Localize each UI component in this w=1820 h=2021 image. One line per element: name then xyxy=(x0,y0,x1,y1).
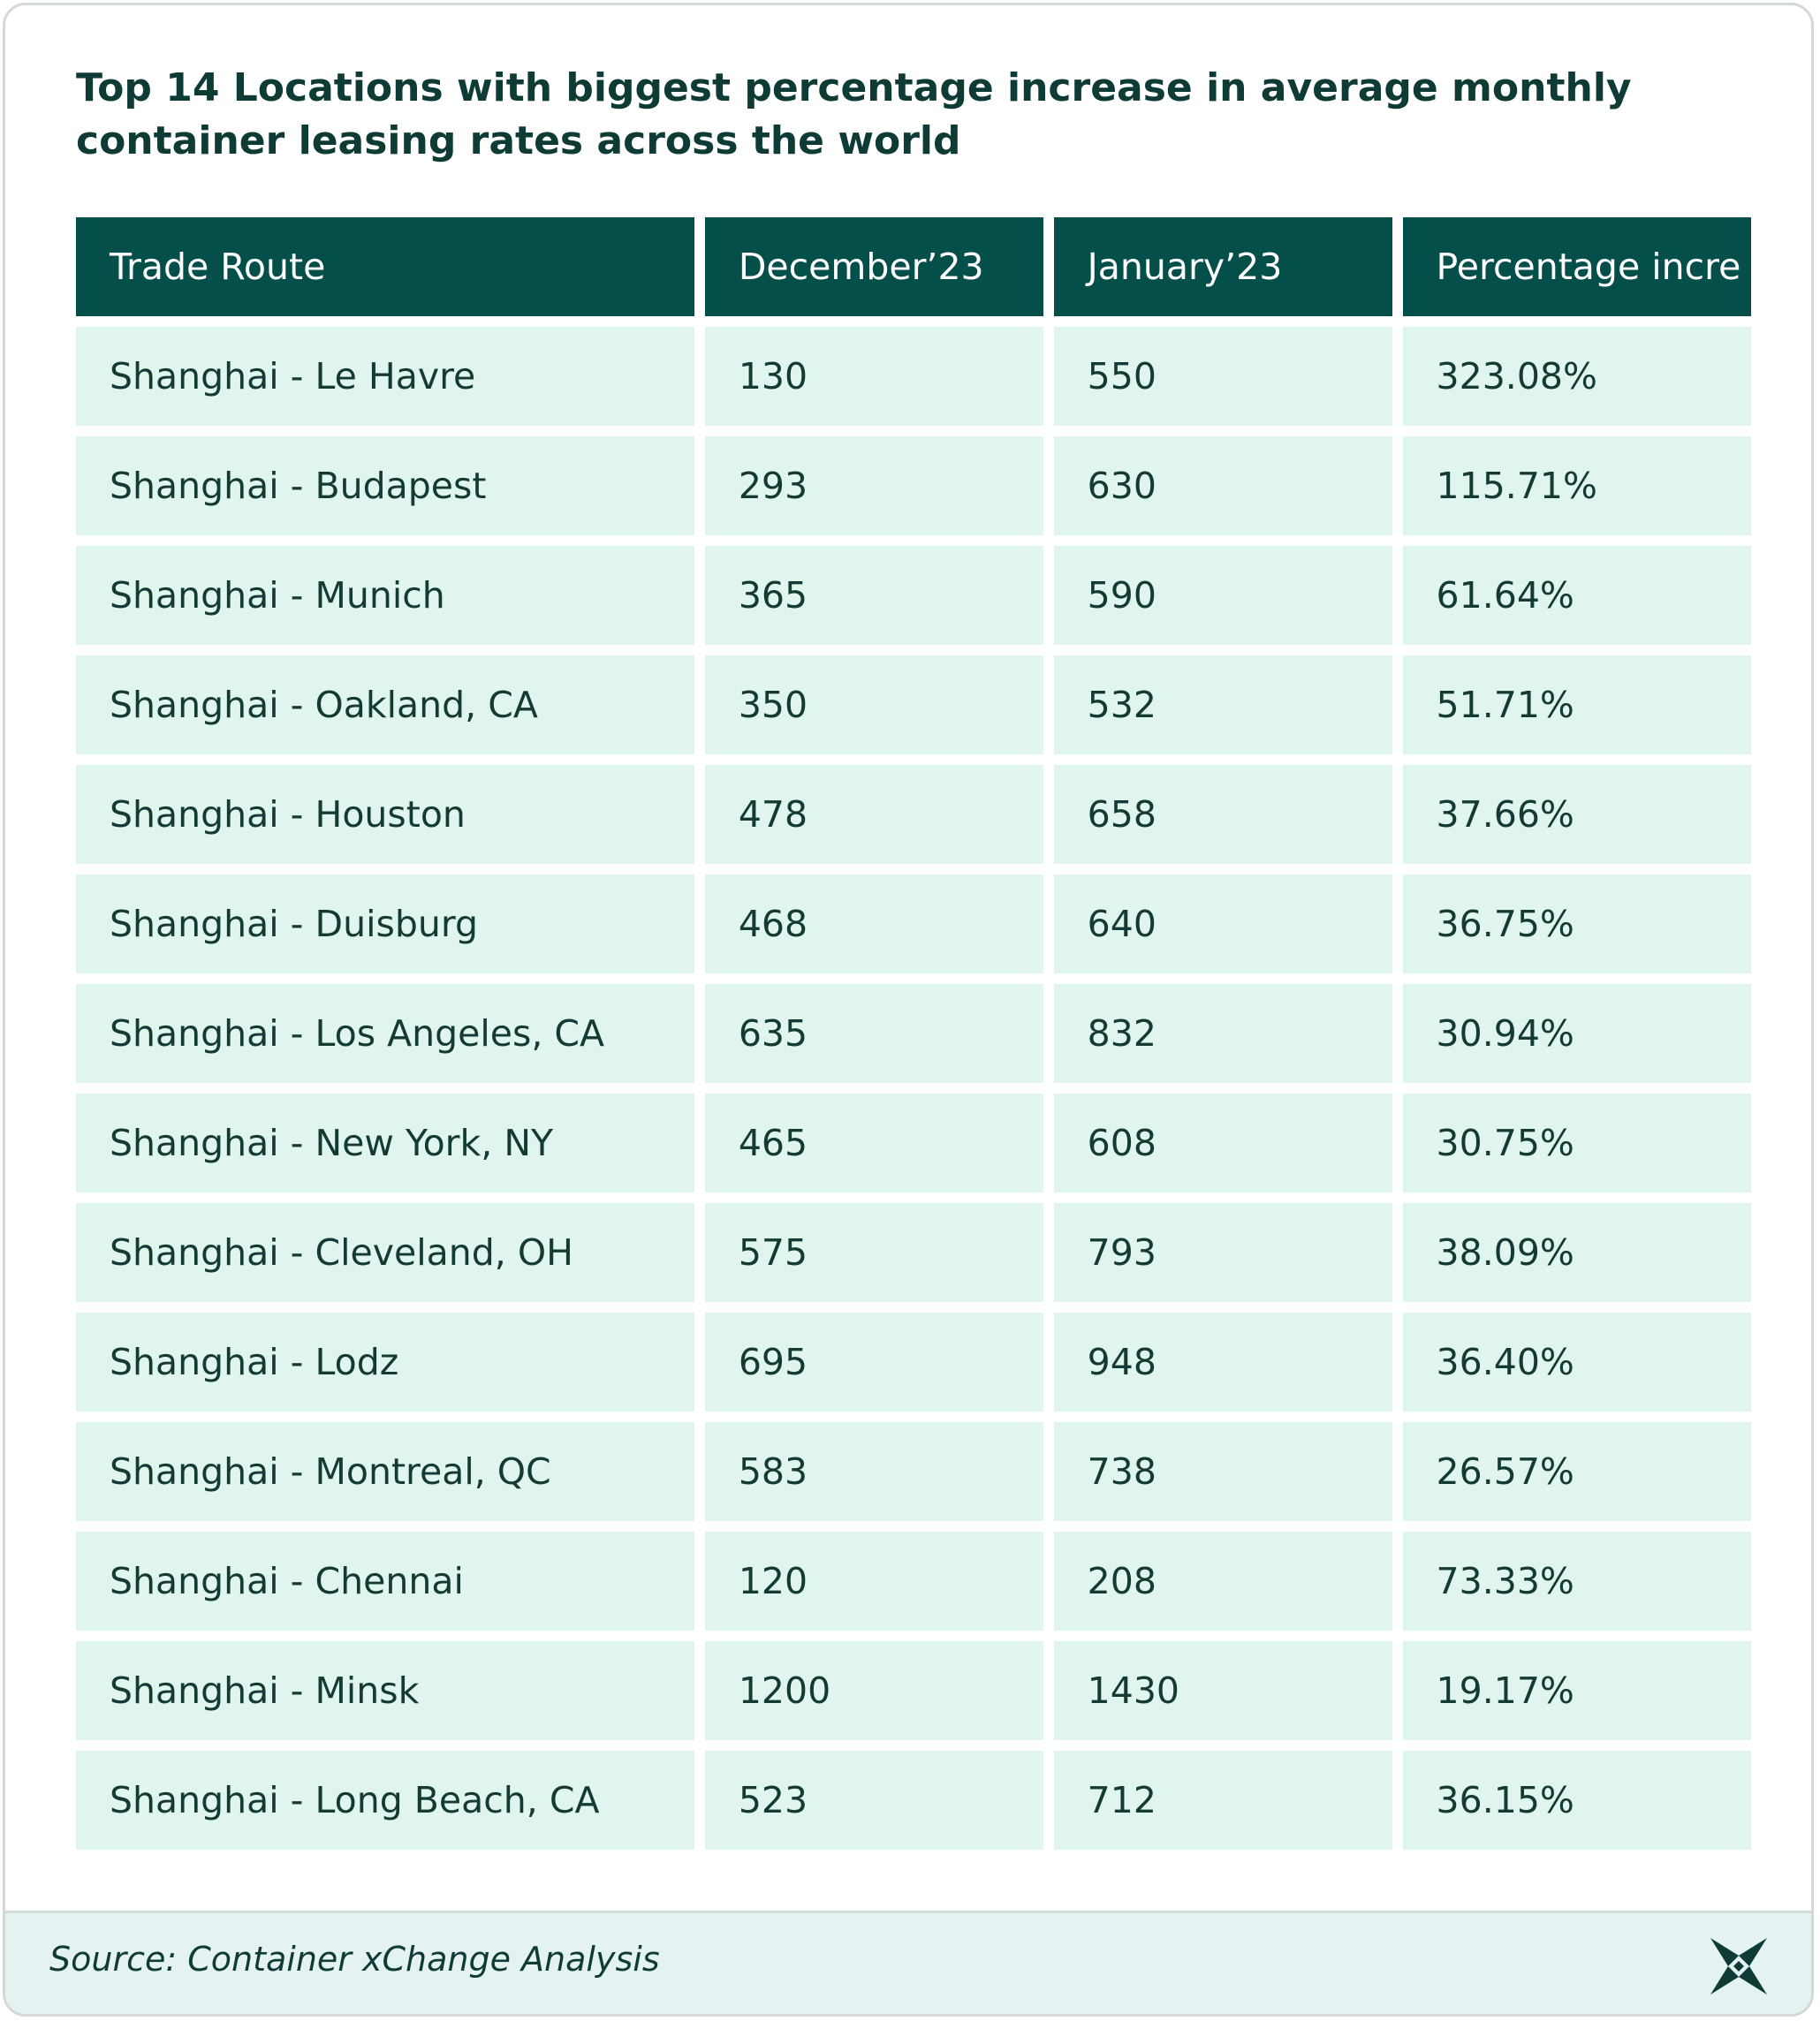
cell-percentage: 61.64% xyxy=(1403,546,1751,645)
cell-percentage: 36.75% xyxy=(1403,874,1751,973)
table-row xyxy=(76,984,1751,1083)
cell-trade-route: Shanghai - New York, NY xyxy=(76,1094,694,1192)
cell-january: 640 xyxy=(1054,874,1392,973)
cell-january: 630 xyxy=(1054,436,1392,535)
header-january: January’23 xyxy=(1054,217,1392,316)
cell-trade-route: Shanghai - Minsk xyxy=(76,1641,694,1740)
cell-december: 350 xyxy=(705,655,1043,754)
table-row xyxy=(76,546,1751,645)
table-row xyxy=(76,1422,1751,1521)
table-row xyxy=(76,1094,1751,1192)
cell-january: 608 xyxy=(1054,1094,1392,1192)
cell-december: 695 xyxy=(705,1313,1043,1412)
table-row xyxy=(76,874,1751,973)
table-row xyxy=(76,655,1751,754)
table-row xyxy=(76,1641,1751,1740)
cell-january: 1430 xyxy=(1054,1641,1392,1740)
header-trade-route: Trade Route xyxy=(76,217,694,316)
page-title: Top 14 Locations with biggest percentage increase in average monthly container leasing rates across the world xyxy=(76,65,1632,163)
cell-trade-route: Shanghai - Munich xyxy=(76,546,694,645)
cell-january: 590 xyxy=(1054,546,1392,645)
footer-bar xyxy=(5,1911,1811,2014)
cell-percentage: 323.08% xyxy=(1403,327,1751,426)
cell-december: 468 xyxy=(705,874,1043,973)
table-row xyxy=(76,765,1751,864)
cell-trade-route: Shanghai - Chennai xyxy=(76,1532,694,1631)
cell-december: 365 xyxy=(705,546,1043,645)
cell-december: 465 xyxy=(705,1094,1043,1192)
cell-trade-route: Shanghai - Le Havre xyxy=(76,327,694,426)
cell-december: 293 xyxy=(705,436,1043,535)
cell-trade-route: Shanghai - Budapest xyxy=(76,436,694,535)
cell-january: 208 xyxy=(1054,1532,1392,1631)
cell-january: 712 xyxy=(1054,1751,1392,1850)
cell-december: 1200 xyxy=(705,1641,1043,1740)
cell-percentage: 37.66% xyxy=(1403,765,1751,864)
cell-trade-route: Shanghai - Montreal, QC xyxy=(76,1422,694,1521)
table-row xyxy=(76,1532,1751,1631)
cell-january: 832 xyxy=(1054,984,1392,1083)
cell-percentage: 38.09% xyxy=(1403,1203,1751,1302)
xchange-logo-icon xyxy=(1707,1934,1771,1998)
cell-january: 793 xyxy=(1054,1203,1392,1302)
source-note: Source: Container xChange Analysis xyxy=(49,1940,660,1979)
infographic-card xyxy=(3,3,1814,2017)
table-row xyxy=(76,327,1751,426)
cell-percentage: 36.40% xyxy=(1403,1313,1751,1412)
cell-december: 130 xyxy=(705,327,1043,426)
cell-december: 523 xyxy=(705,1751,1043,1850)
cell-january: 550 xyxy=(1054,327,1392,426)
table-row xyxy=(76,1751,1751,1850)
cell-january: 532 xyxy=(1054,655,1392,754)
cell-december: 635 xyxy=(705,984,1043,1083)
cell-percentage: 73.33% xyxy=(1403,1532,1751,1631)
cell-percentage: 26.57% xyxy=(1403,1422,1751,1521)
header-december: December’23 xyxy=(705,217,1043,316)
header-percentage-increase: Percentage incre xyxy=(1403,217,1751,316)
cell-trade-route: Shanghai - Los Angeles, CA xyxy=(76,984,694,1083)
cell-percentage: 30.94% xyxy=(1403,984,1751,1083)
cell-percentage: 36.15% xyxy=(1403,1751,1751,1850)
cell-december: 583 xyxy=(705,1422,1043,1521)
cell-percentage: 19.17% xyxy=(1403,1641,1751,1740)
table-row xyxy=(76,1313,1751,1412)
cell-trade-route: Shanghai - Houston xyxy=(76,765,694,864)
cell-percentage: 115.71% xyxy=(1403,436,1751,535)
cell-january: 738 xyxy=(1054,1422,1392,1521)
cell-january: 948 xyxy=(1054,1313,1392,1412)
cell-trade-route: Shanghai - Long Beach, CA xyxy=(76,1751,694,1850)
cell-january: 658 xyxy=(1054,765,1392,864)
cell-trade-route: Shanghai - Cleveland, OH xyxy=(76,1203,694,1302)
cell-trade-route: Shanghai - Lodz xyxy=(76,1313,694,1412)
cell-december: 478 xyxy=(705,765,1043,864)
table-row xyxy=(76,1203,1751,1302)
data-table xyxy=(76,217,1751,1853)
cell-december: 575 xyxy=(705,1203,1043,1302)
cell-trade-route: Shanghai - Duisburg xyxy=(76,874,694,973)
cell-percentage: 51.71% xyxy=(1403,655,1751,754)
cell-percentage: 30.75% xyxy=(1403,1094,1751,1192)
cell-december: 120 xyxy=(705,1532,1043,1631)
cell-trade-route: Shanghai - Oakland, CA xyxy=(76,655,694,754)
table-row xyxy=(76,436,1751,535)
table-header-row xyxy=(76,217,1751,316)
